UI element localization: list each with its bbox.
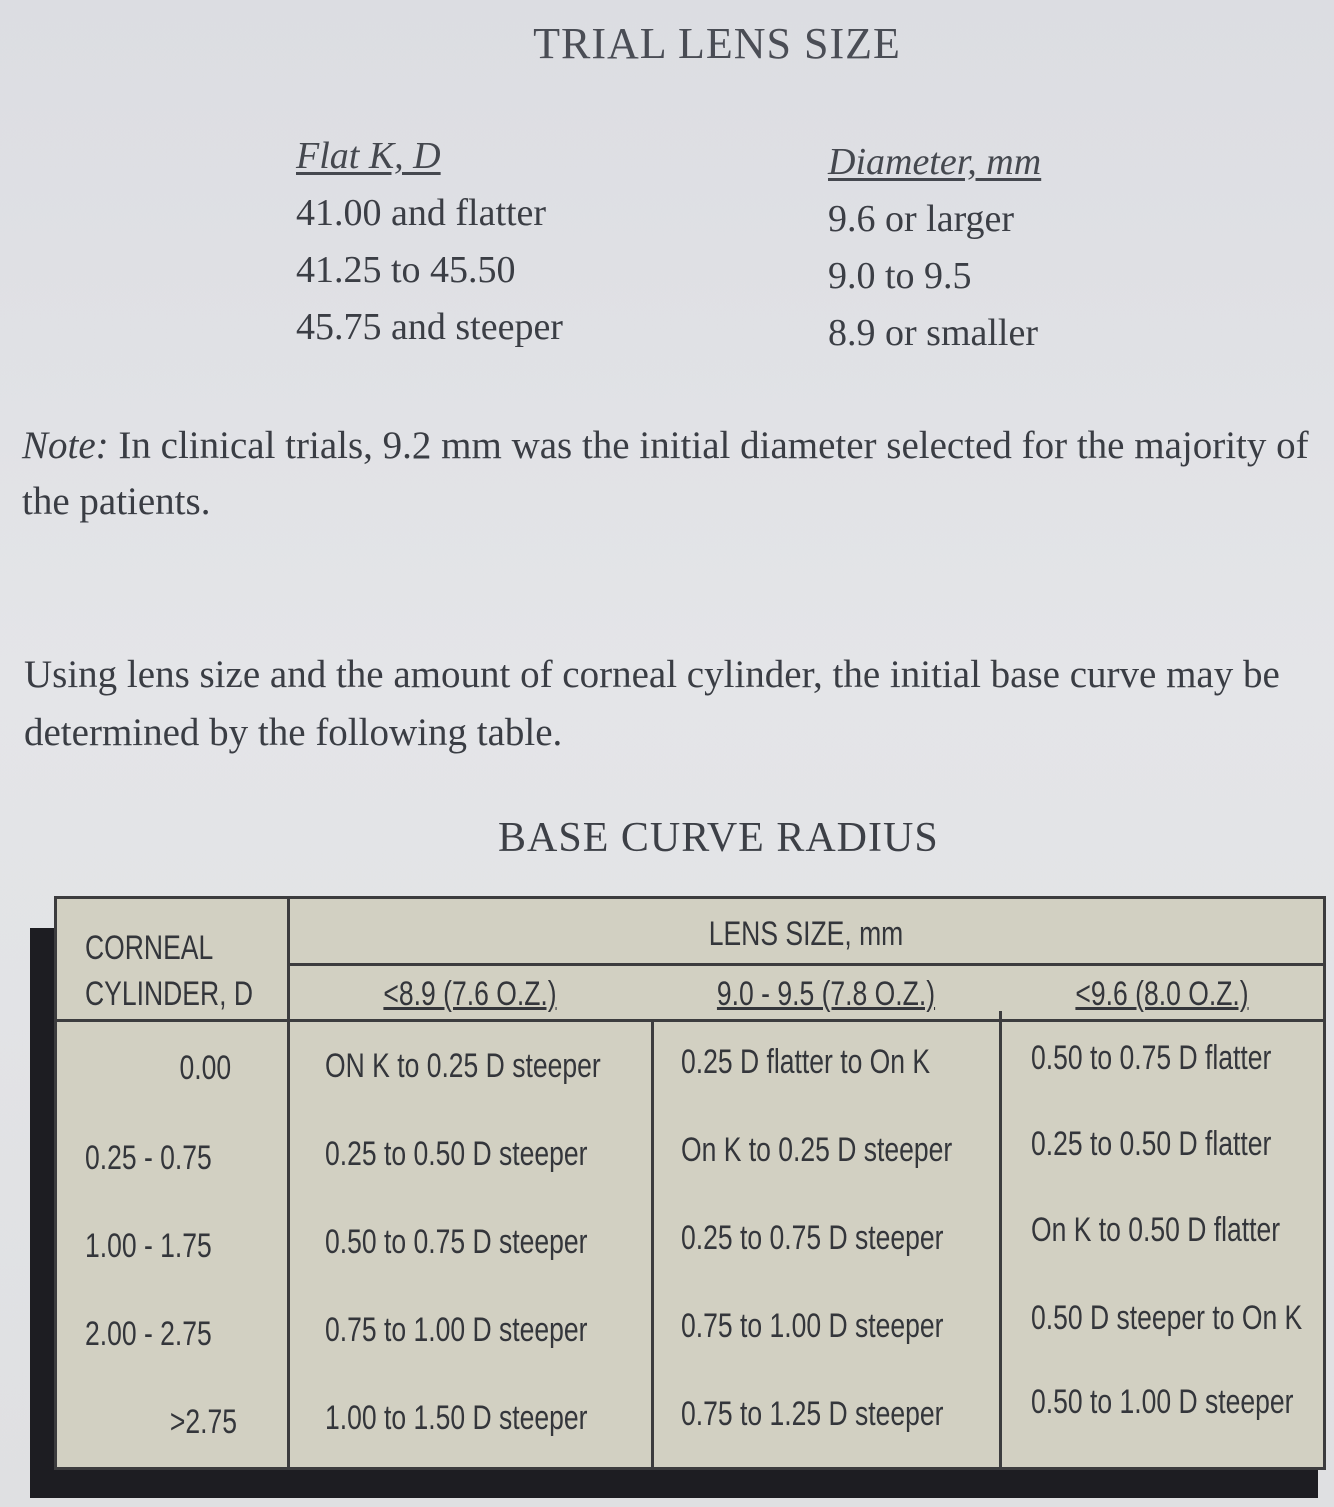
base-curve-title: BASE CURVE RADIUS bbox=[498, 815, 939, 861]
page-title: TRIAL LENS SIZE bbox=[533, 19, 901, 68]
lens-size-header: LENS SIZE, mm bbox=[708, 915, 904, 953]
cylinder-value: 0.00 bbox=[179, 1049, 231, 1087]
flat-k-value: 45.75 and steeper bbox=[296, 306, 563, 348]
note-text: In clinical trials, 9.2 mm was the initial diameter selected for the majority of the patients. bbox=[22, 424, 1309, 523]
table-cell: 1.00 to 1.50 D steeper bbox=[325, 1399, 588, 1437]
table-cell: 0.50 to 0.75 D flatter bbox=[1031, 1039, 1272, 1077]
diameter-value: 8.9 or smaller bbox=[828, 312, 1039, 354]
column-divider bbox=[999, 1011, 1002, 1467]
flat-k-value: 41.00 and flatter bbox=[296, 192, 547, 234]
table-cell: ON K to 0.25 D steeper bbox=[325, 1047, 601, 1085]
column-header: <9.6 (8.0 O.Z.) bbox=[1075, 975, 1249, 1013]
table-cell: 0.50 to 0.75 D steeper bbox=[325, 1223, 588, 1261]
table-cell: 0.75 to 1.00 D steeper bbox=[325, 1311, 588, 1349]
table-cell: 0.50 D steeper to On K bbox=[1031, 1299, 1303, 1337]
column-divider bbox=[651, 1019, 654, 1467]
table-cell: 0.75 to 1.00 D steeper bbox=[681, 1307, 944, 1345]
intro-paragraph: Using lens size and the amount of corneal cylinder, the initial base curve may be determined by the following table. bbox=[24, 653, 1280, 754]
cylinder-value: >2.75 bbox=[169, 1403, 237, 1441]
table-cell: On K to 0.50 D flatter bbox=[1031, 1211, 1281, 1249]
base-curve-table bbox=[54, 896, 1326, 1470]
table-cell: 0.25 to 0.50 D flatter bbox=[1031, 1125, 1272, 1163]
flat-k-header: Flat K, D bbox=[296, 135, 441, 177]
corner-header-line1: CORNEAL bbox=[85, 929, 214, 967]
body-divider bbox=[57, 1019, 1323, 1022]
table-cell: On K to 0.25 D steeper bbox=[681, 1131, 953, 1169]
column-header: 9.0 - 9.5 (7.8 O.Z.) bbox=[716, 975, 936, 1013]
diameter-value: 9.0 to 9.5 bbox=[828, 255, 972, 297]
flat-k-value: 41.25 to 45.50 bbox=[296, 249, 516, 291]
flat-k-column bbox=[296, 128, 563, 356]
corner-header-line2: CYLINDER, D bbox=[85, 975, 253, 1013]
table-cell: 0.75 to 1.25 D steeper bbox=[681, 1395, 944, 1433]
table-cell: 0.25 D flatter to On K bbox=[681, 1043, 931, 1081]
column-divider bbox=[287, 899, 290, 1467]
cylinder-value: 1.00 - 1.75 bbox=[85, 1227, 212, 1265]
table-cell: 0.50 to 1.00 D steeper bbox=[1031, 1383, 1294, 1421]
diameter-value: 9.6 or larger bbox=[828, 198, 1015, 240]
header-divider bbox=[287, 963, 1323, 966]
diameter-column bbox=[828, 134, 1041, 362]
table-cell: 0.25 to 0.50 D steeper bbox=[325, 1135, 588, 1173]
note-label: Note: bbox=[22, 424, 109, 467]
cylinder-value: 2.00 - 2.75 bbox=[85, 1315, 212, 1353]
column-header: <8.9 (7.6 O.Z.) bbox=[383, 975, 557, 1013]
clinical-note bbox=[22, 418, 1312, 530]
cylinder-value: 0.25 - 0.75 bbox=[85, 1139, 212, 1177]
table-cell: 0.25 to 0.75 D steeper bbox=[681, 1219, 944, 1257]
diameter-header: Diameter, mm bbox=[828, 141, 1042, 183]
